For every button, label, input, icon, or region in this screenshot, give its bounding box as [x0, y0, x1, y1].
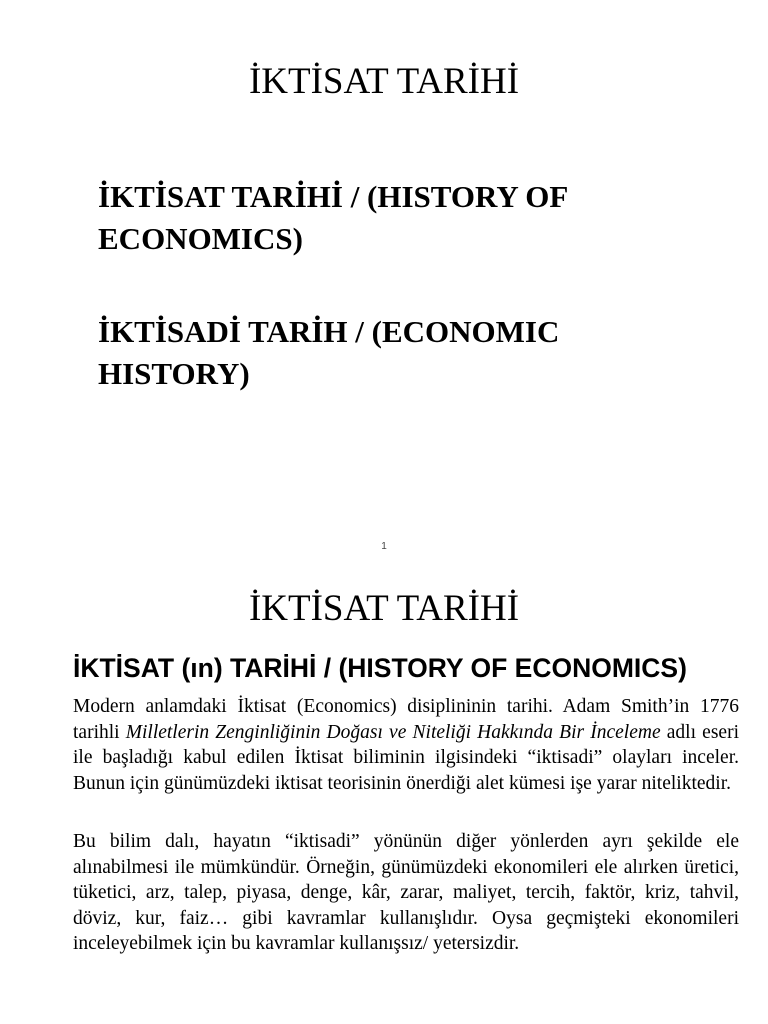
- paragraph-definition-part1: Modern anlamdaki İktisat (Economics) disiplininin tarihi. Adam Smith’in 1776 tarihli: [73, 696, 739, 743]
- page-number: 1: [381, 541, 387, 552]
- heading-economic-history: İKTİSADİ TARİH / (ECONOMIC HISTORY): [98, 314, 560, 391]
- slide2-subtitle: İKTİSAT (ın) TARİHİ / (HISTORY OF ECONOMICS): [73, 653, 687, 683]
- paragraph-definition: [73, 694, 739, 796]
- slide2-title: İKTİSAT TARİHİ: [248, 588, 520, 629]
- paragraph-definition-part2: adlı eseri ile başladığı kabul edilen İktisat biliminin ilgisindeki “iktisadi” olayları inceler. Bunun için günümüzdeki iktisat teorisinin önerdiği alet kümesi işe yarar niteliktedir.: [73, 721, 739, 794]
- heading-history-of-economics: İKTİSAT TARİHİ / (HISTORY OF ECONOMICS): [98, 179, 568, 256]
- book-title-italic: Milletlerin Zenginliğinin Doğası ve Niteliği Hakkında Bir İnceleme: [125, 721, 661, 743]
- slide1-title: İKTİSAT TARİHİ: [248, 61, 520, 102]
- paragraph-concepts: Bu bilim dalı, hayatın “iktisadi” yönünün diğer yönlerden ayrı şekilde ele alınabilmesi ile mümkündür. Örneğin, günümüzdeki ekonomileri ele alırken üretici, tüketici, arz, talep, piyasa, denge, kâr, zarar, maliyet, tercih, faktör, kriz, tahvil, döviz, kur, faiz… gibi kavramlar kullanışlıdır. Oysa geçmişteki ekonomileri inceleyebilmek için bu kavramlar kullanışsız/ yetersizdir.: [73, 831, 739, 954]
